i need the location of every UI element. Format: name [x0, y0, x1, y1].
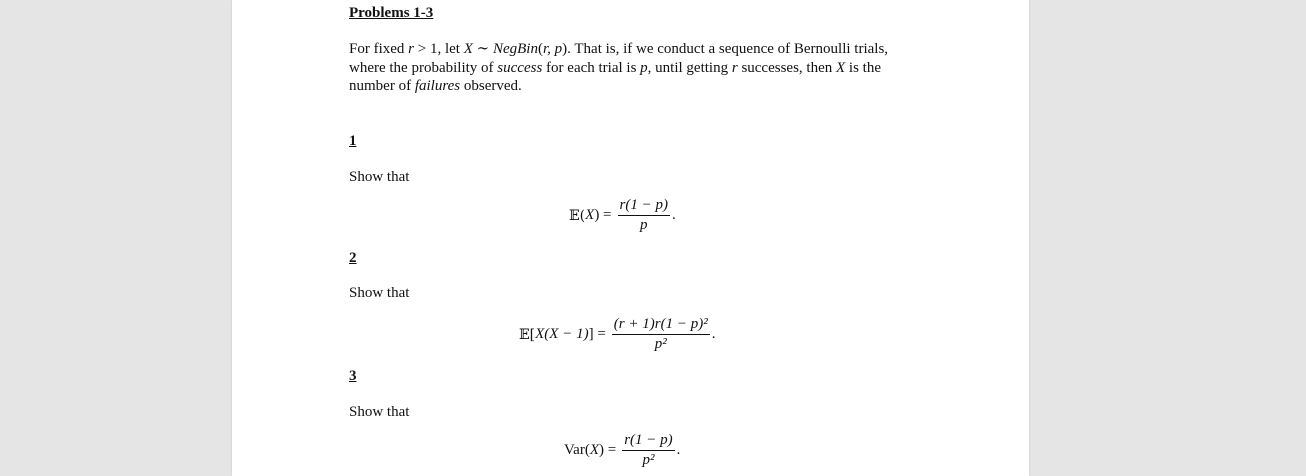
fraction-denominator: p [640, 217, 648, 233]
intro-text: > 1, let [414, 41, 464, 57]
fraction-numerator: r(1 − p) [618, 197, 670, 216]
expectation-symbol: 𝔼[ [519, 326, 536, 343]
intro-text: ∼ [472, 41, 493, 57]
equation-lhs-close: ] = [588, 326, 606, 342]
fraction-numerator: r(1 − p) [622, 432, 674, 451]
intro-text: for each trial is [542, 59, 641, 76]
problem-2-lead: Show that [349, 285, 410, 301]
intro-text: ). That is, if we conduct a sequence of Bernoulli trials, where the probability of [349, 41, 889, 76]
intro-text: observed. [460, 78, 522, 94]
problem-1-lead: Show that [349, 169, 410, 185]
fraction-denominator: p² [654, 336, 667, 352]
intro-text: ( [537, 41, 543, 57]
problem-1-number: 1 [349, 133, 357, 149]
equation-fraction [612, 316, 710, 353]
intro-math: X [836, 59, 846, 76]
equation-lhs-var: X [585, 207, 595, 223]
fraction-numerator: (r + 1)r(1 − p)² [612, 316, 710, 335]
intro-math: r [408, 41, 415, 57]
equation-period: . [671, 207, 676, 223]
intro-text: is the number of [349, 59, 882, 94]
intro-emphasis: success [497, 59, 543, 76]
problem-3-number: 3 [349, 368, 357, 384]
problem-2-equation [519, 316, 715, 353]
intro-text: For fixed [349, 41, 409, 57]
document-page [232, 0, 1029, 476]
equation-lhs-var: X(X − 1) [535, 326, 589, 342]
intro-math: r [731, 59, 738, 76]
intro-text: , until getting [647, 59, 732, 76]
fraction-denominator: p² [642, 452, 655, 468]
equation-fraction [622, 432, 674, 469]
equation-lhs-close: ) = [599, 442, 617, 458]
problem-2-number: 2 [349, 250, 357, 266]
equation-lhs-close: ) = [594, 207, 612, 223]
problem-3-equation [564, 432, 680, 469]
problem-1-equation [569, 197, 676, 234]
intro-emphasis: failures [414, 78, 461, 94]
intro-math: X [463, 41, 473, 57]
intro-math: r, p [542, 41, 563, 57]
intro-math: NegBin [492, 41, 538, 57]
equation-period: . [676, 442, 681, 458]
equation-fraction [618, 197, 670, 234]
equation-lhs-var: X [589, 442, 599, 458]
problem-3-lead: Show that [349, 404, 410, 420]
intro-math: p [640, 59, 648, 76]
problems-heading: Problems 1-3 [349, 5, 434, 21]
variance-label: Var( [564, 442, 590, 458]
expectation-symbol: 𝔼( [569, 207, 586, 224]
intro-text: successes, then [737, 59, 836, 76]
intro-paragraph [349, 40, 919, 96]
equation-period: . [711, 326, 716, 342]
